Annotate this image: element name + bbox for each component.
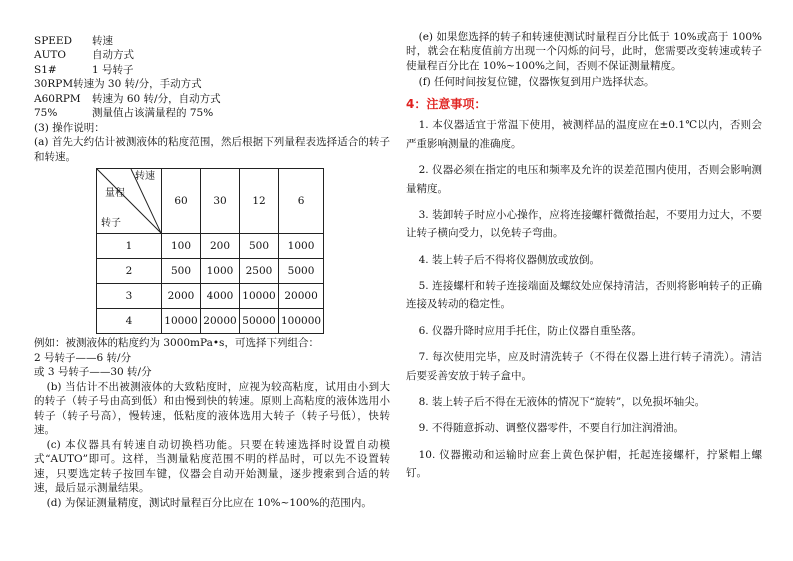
value-cell: 2500 [240, 259, 279, 284]
value-cell: 1000 [201, 259, 240, 284]
code: SPEED [34, 35, 73, 47]
table-row [97, 259, 324, 284]
code-line-30rpm [34, 77, 390, 91]
code-line-a60rpm [34, 92, 390, 106]
code: AUTO [34, 49, 67, 62]
code-line-speed [34, 34, 390, 48]
value-cell: 100000 [279, 309, 324, 334]
value-cell: 5000 [279, 259, 324, 284]
table-row [97, 234, 324, 259]
notice-item: 9. 不得随意拆动、调整仪器零件，不要自行加注润滑油。 [418, 422, 684, 435]
notice-item: 2. 仪器必须在指定的电压和频率及允许的误差范围内使用，否则会影响测量精度。 [406, 164, 762, 195]
code: 75% [34, 107, 58, 120]
code-desc: 测量值占该满量程的 75% [92, 107, 214, 120]
notice-item: 8. 装上转子后不得在无液体的情况下“旋转”，以免损坏轴尖。 [418, 395, 706, 408]
corner-rotor-label: 转子 [101, 218, 121, 230]
value-cell: 200 [201, 234, 240, 259]
value-cell: 500 [240, 234, 279, 259]
speed-header: 30 [201, 169, 240, 234]
left-column [34, 34, 390, 510]
example-text: 例如：被测液体的粘度约为 3000mPa•s，可选择下列组合： [34, 337, 319, 350]
section-heading: (3) 操作说明： [34, 121, 105, 134]
code-line-75 [34, 106, 390, 120]
paragraph-f: (f) 任何时间按复位键，仪器恢复到用户选择状态。 [418, 76, 655, 89]
code-desc: 转速为 30 转/分，手动方式 [73, 78, 202, 91]
code-desc: 转速 [92, 35, 113, 47]
value-cell: 10000 [162, 309, 201, 334]
paragraph-b: (b) 当估计不出被测液体的大致粘度时，应视为较高粘度，试用由小到大的转子（转子号由高到低）和由慢到快的转速。原则上高粘度的液体选用小转子（转子号高），慢转速，低粘度的液体选用大转子（转子号低），快转速。 [34, 380, 390, 437]
value-cell: 100 [162, 234, 201, 259]
table-row [97, 309, 324, 334]
code: A60RPM [34, 92, 81, 105]
paragraph-a: (a) 首先大约估计被测液体的粘度范围，然后根据下列量程表选择适合的转子和转速。 [34, 136, 390, 163]
value-cell: 20000 [279, 284, 324, 309]
value-cell: 500 [162, 259, 201, 284]
table-corner-cell [97, 169, 162, 234]
value-cell: 1000 [279, 234, 324, 259]
paragraph-e: (e) 如果您选择的转子和转速使测试时量程百分比低于 10%或高于 100%时，就会在粘度值前方出现一个闪烁的问号，此时，您需要改变转速或转子使量程百分比在 10%~100%之间，否则不保证测量精度。 [406, 31, 762, 72]
speed-header: 60 [162, 169, 201, 234]
combo-2: 或 3 号转子——30 转/分 [34, 366, 152, 379]
code-line-auto [34, 48, 390, 62]
notice-heading: 4：注意事项： [406, 96, 487, 111]
value-cell: 50000 [240, 309, 279, 334]
corner-range-label: 量程 [105, 188, 125, 200]
code-desc: 转速为 60 转/分，自动方式 [92, 92, 221, 105]
table-row [97, 284, 324, 309]
corner-speed-label: 转速 [135, 171, 155, 183]
rotor-cell: 3 [97, 284, 162, 309]
code-line-s1 [34, 63, 390, 77]
rotor-cell: 4 [97, 309, 162, 334]
notice-item: 3. 装卸转子时应小心操作，应将连接螺杆微微抬起，不要用力过大，不要让转子横向受力，以免转子弯曲。 [406, 208, 762, 240]
value-cell: 20000 [201, 309, 240, 334]
paragraph-c: (c) 本仪器具有转速自动切换档功能。只要在转速选择时设置自动模式“AUTO”即可。这样，当测量粘度范围不明的样品时，可以先不设置转速，只要选定转子按回车键，仪器会自动开始测量，逐步搜索到合适的转速，最后显示测量结果。 [34, 438, 390, 495]
combo-1: 2 号转子——6 转/分 [34, 351, 132, 364]
value-cell: 2000 [162, 284, 201, 309]
value-cell: 10000 [240, 284, 279, 309]
right-column [406, 30, 762, 490]
rotor-cell: 2 [97, 259, 162, 284]
value-cell: 4000 [201, 284, 240, 309]
paragraph-d: (d) 为保证测量精度，测试时量程百分比应在 10%~100%的范围内。 [46, 496, 372, 509]
notice-item: 1. 本仪器适宜于常温下使用，被测样品的温度应在±0.1℃以内，否则会严重影响测量的准确度。 [406, 119, 762, 150]
code: 30RPM [34, 78, 74, 91]
notice-item: 4. 装上转子后不得将仪器侧放或放倒。 [418, 253, 600, 266]
code-desc: 1 号转子 [92, 63, 134, 76]
speed-header: 6 [279, 169, 324, 234]
notice-item: 6. 仪器升降时应用手托住，防止仪器自重坠落。 [418, 324, 642, 337]
speed-header: 12 [240, 169, 279, 234]
code: S1# [34, 63, 57, 76]
rotor-cell: 1 [97, 234, 162, 259]
range-table [96, 168, 324, 334]
notice-item: 5. 连接螺杆和转子连接端面及螺纹处应保持清洁，否则将影响转子的正确连接及转动的稳定性。 [406, 280, 762, 311]
notice-item: 10. 仪器搬动和运输时应套上黄色保护帽，托起连接螺杆，拧紧帽上螺钉。 [406, 448, 762, 480]
notice-item: 7. 每次使用完毕，应及时清洗转子（不得在仪器上进行转子清洗）。清洁后要妥善安放于转子盒中。 [406, 351, 762, 382]
code-desc: 自动方式 [92, 49, 134, 62]
